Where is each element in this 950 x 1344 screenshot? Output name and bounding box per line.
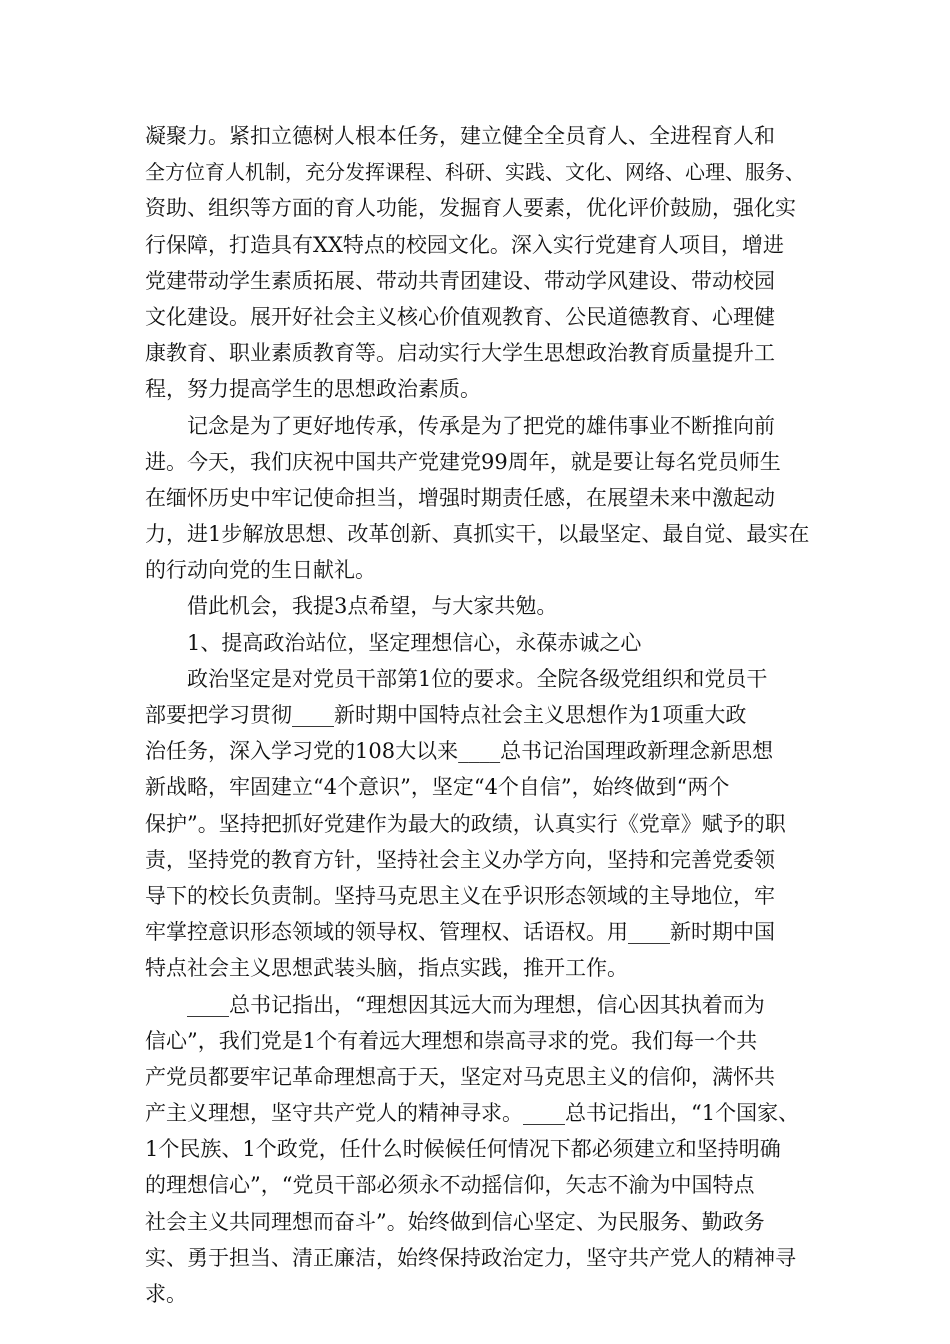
text-line: 党建带动学生素质拓展、带动共青团建设、带动学风建设、带动校园 xyxy=(145,268,775,293)
text-line: 行保障，打造具有XX特点的校园文化。深入实行党建育人项目，增进 xyxy=(145,232,784,257)
text-line: 求。 xyxy=(145,1282,187,1306)
text-line: 新战略，牢固建立“4个意识”，坚定“4个自信”，始终做到“两个 xyxy=(145,775,730,800)
text-line: 产党员都要牢记革命理想高于天，坚定对马克思主义的信仰，满怀共 xyxy=(145,1064,775,1089)
document-body xyxy=(145,118,815,1312)
text-line: 治任务，深入学习党的108大以来____总书记治国理政新理念新思想 xyxy=(145,739,774,764)
text-line: 1、提高政治站位，坚定理想信心，永葆赤诚之心 xyxy=(187,630,642,655)
text-line: 特点社会主义思想武装头脑，指点实践，推开工作。 xyxy=(145,956,628,981)
text-line: 社会主义共同理想而奋斗”。始终做到信心坚定、为民服务、勤政务 xyxy=(145,1209,765,1234)
text-line: 进。今天，我们庆祝中国共产党建党99周年，就是要让每名党员师生 xyxy=(145,449,781,474)
text-line: 康教育、职业素质教育等。启动实行大学生思想政治教育质量提升工 xyxy=(145,341,775,366)
text-line: 文化建设。展开好社会主义核心价值观教育、公民道德教育、心理健 xyxy=(145,304,775,329)
text-line: 凝聚力。紧扣立德树人根本任务，建立健全全员育人、全进程育人和 xyxy=(145,124,775,148)
text-line: 资助、组织等方面的育人功能，发掘育人要素，优化评价鼓励，强化实 xyxy=(145,196,796,221)
text-line: 在缅怀历史中牢记使命担当，增强时期责任感，在展望未来中激起动 xyxy=(145,485,775,510)
text-line: 导下的校长负责制。坚持马克思主义在乎识形态领域的主导地位，牢 xyxy=(145,883,775,908)
text-line: 产主义理想，坚守共产党人的精神寻求。____总书记指出，“1个国家、 xyxy=(145,1101,800,1126)
text-line: 的理想信心”，“党员干部必须永不动摇信仰，矢志不渝为中国特点 xyxy=(145,1173,755,1198)
text-line: 全方位育人机制，充分发挥课程、科研、实践、文化、网络、心理、服务、 xyxy=(145,160,805,185)
text-line: 责，坚持党的教育方针，坚持社会主义办学方向，坚持和完善党委领 xyxy=(145,847,775,872)
text-line: 的行动向党的生日献礼。 xyxy=(145,558,376,583)
text-line: 政治坚定是对党员干部第1位的要求。全院各级党组织和党员干 xyxy=(187,666,768,691)
text-line: 部要把学习贯彻____新时期中国特点社会主义思想作为1项重大政 xyxy=(145,703,747,727)
text-line: ____总书记指出，“理想因其远大而为理想，信心因其执着而为 xyxy=(187,992,765,1017)
text-line: 1个民族、1个政党，任什么时候候任何情况下都必须建立和坚持明确 xyxy=(145,1137,781,1162)
text-line: 记念是为了更好地传承，传承是为了把党的雄伟事业不断推向前 xyxy=(187,413,775,438)
text-line: 力，进1步解放思想、改革创新、真抓实干，以最坚定、最自觉、最实在 xyxy=(145,522,810,547)
text-line: 实、勇于担当、清正廉洁，始终保持政治定力，坚守共产党人的精神寻 xyxy=(145,1245,796,1270)
text-line: 信心”，我们党是1个有着远大理想和崇高寻求的党。我们每一个共 xyxy=(145,1028,758,1053)
text-line: 程，努力提高学生的思想政治素质。 xyxy=(145,377,481,402)
text-line: 保护”。坚持把抓好党建作为最大的政绩，认真实行《党章》赋予的职 xyxy=(145,811,786,836)
text-line: 借此机会，我提3点希望，与大家共勉。 xyxy=(187,594,558,619)
text-line: 牢掌控意识形态领域的领导权、管理权、话语权。用____新时期中国 xyxy=(145,920,775,945)
